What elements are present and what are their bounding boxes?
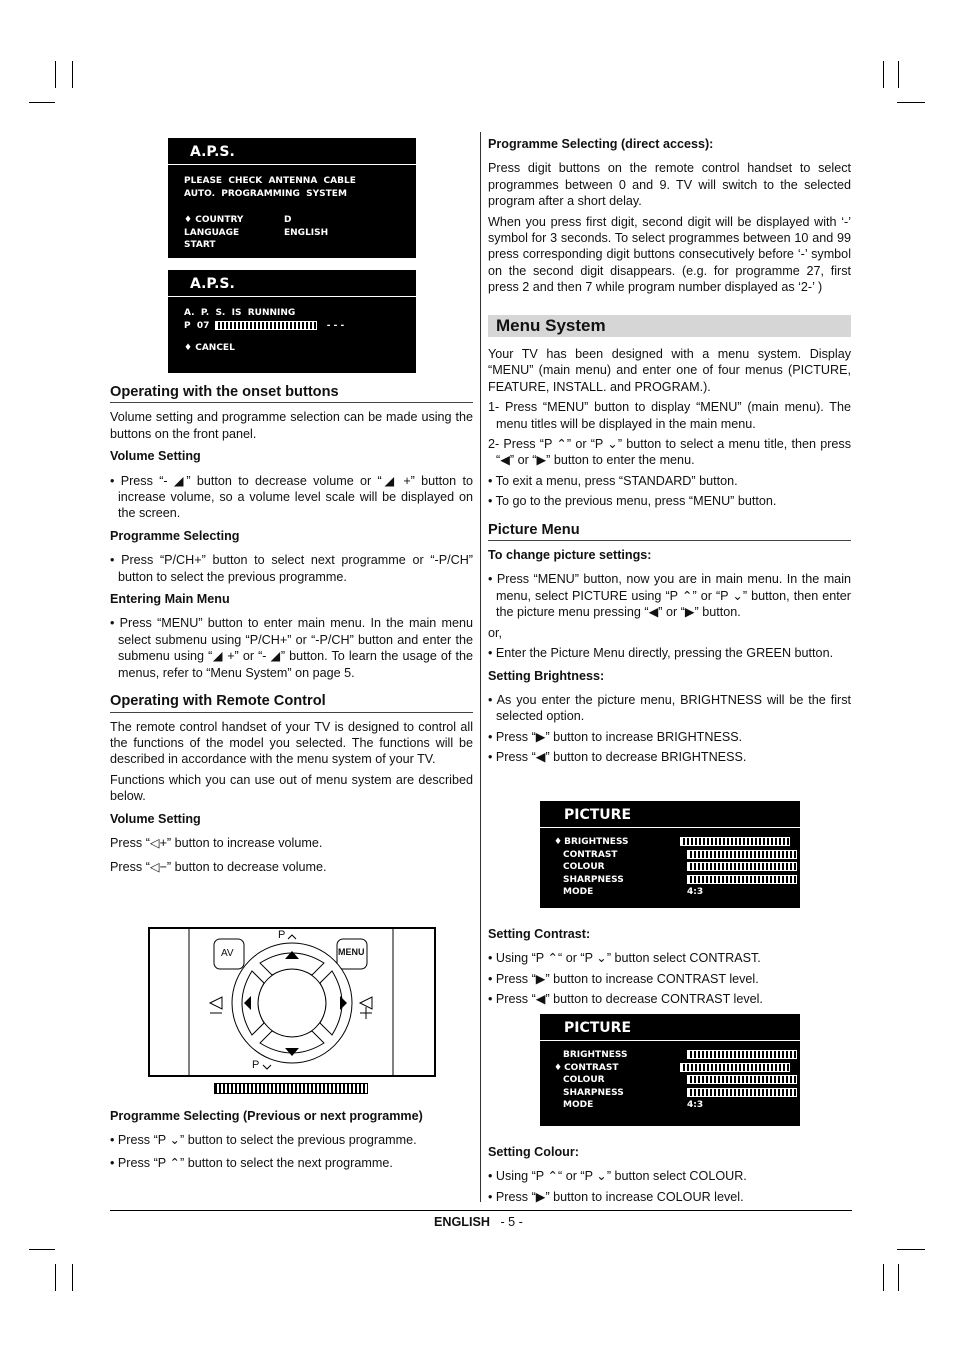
osd-item: COLOUR [563,862,605,872]
right-column-top [488,130,851,300]
menu-button[interactable]: MENU [338,947,365,957]
subheading: Setting Colour: [488,1145,579,1159]
section-heading: Operating with the onset buttons [110,384,473,403]
subheading: Volume Setting [110,449,201,464]
crop-mark [883,61,884,88]
bullet: • Press “▶” button to increase CONTRAST level. [488,971,759,986]
osd-label: START [184,240,216,250]
level-bar [680,1063,790,1072]
column-divider [480,132,481,1202]
level-bar [687,862,797,871]
numbered-item: 1- Press “MENU” button to display “MENU” (main menu). The menu titles will be displayed in the main menu. [488,400,851,431]
osd-item: BRIGHTNESS [563,1050,628,1060]
paragraph: When you press first digit, second digit will be displayed with ‘-’ symbol for 3 seconds. To select programmes between 10 and 99 press corresponding digit buttons consecutively before ‘-’ symbol on the second digit disappears. (e.g. for programme 27, first press 2 and then 7 while program number displayed as ‘2-’ ) [488,214,851,295]
remote-control-illustration [148,927,436,1077]
left-column [110,384,473,880]
section-heading: Operating with Remote Control [110,693,473,712]
level-bar [687,1088,797,1097]
osd-value: ENGLISH [284,227,329,238]
osd-item: CONTRAST [564,1062,619,1073]
osd-mode-value: 4:3 [687,1100,704,1110]
bullet: • Press “P/CH+” button to select next programme or “-P/CH” button to select the previous programme. [110,553,473,584]
contrast-section [488,920,851,1012]
bullet: • Press “P ⌄” button to select the previous programme. [110,1133,417,1148]
av-button[interactable]: AV [221,948,234,959]
level-bar [687,1075,797,1084]
osd-label: LANGUAGE [184,227,240,238]
p-up-label: P [278,929,286,941]
crop-mark [898,1264,899,1291]
menu-system-title: Menu System [496,316,606,335]
osd-line: AUTO. PROGRAMMING SYSTEM [184,188,347,199]
paragraph: Press digit buttons on the remote control handset to select programmes between 0 and 9. TV will switch to the selected program after a short delay. [488,161,851,209]
footer-rule [110,1210,852,1211]
bullet: • Press “P ⌃” button to select the next programme. [110,1155,393,1170]
bullet: • Press “- ◢” button to decrease volume or “◢ +” button to increase volume, so a volume level scale will be displayed on the screen. [110,473,473,521]
aps-running-osd [168,270,416,373]
crop-mark [55,1264,56,1291]
osd-item: CONTRAST [563,849,618,860]
crop-mark [897,1249,925,1250]
colour-section [488,1138,851,1209]
aps-osd-screen [168,138,416,258]
page-number: - 5 - [500,1215,523,1229]
section-heading: Picture Menu [488,522,851,541]
crop-mark [29,102,55,103]
bullet: • Press “▶” button to increase COLOUR level. [488,1189,744,1204]
osd-dashes: - - - [326,320,345,331]
osd-cancel: CANCEL [195,343,235,353]
bullet: • Press “◀” button to decrease BRIGHTNESS. [488,750,747,765]
osd-title: A.P.S. [168,138,416,165]
progress-bar [215,321,317,330]
volume-scale-bar [214,1083,368,1094]
selector-icon: ♦ [554,1062,563,1073]
bullet: • Press “MENU” button to enter main menu. In the main menu select submenu using “P/CH+” or “-P/CH” button and enter the submenu using “◢ +” or “- ◢” button. To learn the usage of the menus, refer to “Menu System” on page 5. [110,616,473,680]
osd-item: SHARPNESS [563,874,624,885]
crop-mark [883,1264,884,1291]
osd-item: MODE [563,887,594,897]
osd-label: COUNTRY [195,215,244,225]
footer [434,1215,523,1229]
picture-osd-contrast [540,1014,800,1126]
level-bar [687,875,797,884]
paragraph: Functions which you can use out of menu system are described below. [110,772,473,804]
level-bar [680,837,790,846]
paragraph: Your TV has been designed with a menu system. Display “MENU” (main menu) and enter one of four menus (PICTURE, FEATURE, INSTALL. and PROGRAM.). [488,347,851,394]
subheading: Entering Main Menu [110,592,230,607]
osd-item: COLOUR [563,1075,605,1085]
level-bar [687,1050,797,1059]
subheading: Programme Selecting [110,528,240,543]
osd-title: A.P.S. [168,270,416,297]
paragraph: Press “◁−” button to decrease volume. [110,860,327,875]
paragraph: or, [488,625,503,640]
subheading: Setting Contrast: [488,927,591,941]
bullet: • Using “P ⌃“ or “P ⌄” button select COLOUR. [488,1169,747,1184]
bullet: • Press “▶” button to increase BRIGHTNESS. [488,729,743,744]
subheading: To change picture settings: [488,548,652,563]
crop-mark [72,1264,73,1291]
subheading: Programme Selecting (Previous or next programme) [110,1109,423,1123]
bullet: • Press “◀” button to decrease CONTRAST level. [488,992,763,1007]
osd-line: A. P. S. IS RUNNING [184,308,296,318]
selector-icon: ♦ [554,837,563,847]
left-column-bottom [110,1102,473,1175]
paragraph: The remote control handset of your TV is designed to control all the functions of the model you selected. The functions will be described in accordance with the menu system of your TV. [110,719,473,767]
osd-value: D [284,215,292,225]
bullet: • To exit a menu, press “STANDARD” button. [488,473,738,488]
subheading: Volume Setting [110,811,201,826]
bullet: • Using “P ⌃“ or “P ⌄” button select CONTRAST. [488,951,761,966]
osd-item: BRIGHTNESS [564,837,629,847]
osd-item: SHARPNESS [563,1087,624,1098]
p-down-label: P [252,1059,260,1071]
crop-mark [72,61,73,88]
crop-mark [898,61,899,88]
paragraph: Press “◁+” button to increase volume. [110,835,323,850]
bullet: • Press “MENU” button, now you are in main menu. In the main menu, select PICTURE using “P ⌃” or “P ⌄” button, then enter the picture menu pressing “◀” or “▶” button. [488,572,851,620]
level-bar [687,850,797,859]
paragraph: Volume setting and programme selection can be made using the buttons on the front panel. [110,410,473,441]
bullet: • As you enter the picture menu, BRIGHTNESS will be the first selected option. [488,692,851,724]
osd-prog: P 07 [184,320,210,331]
selector-icon: ♦ [184,343,193,353]
osd-item: MODE [563,1100,594,1110]
crop-mark [897,102,925,103]
bullet: • Enter the Picture Menu directly, pressing the GREEN button. [488,646,834,661]
osd-title: PICTURE [540,1014,800,1041]
osd-line: PLEASE CHECK ANTENNA CABLE [184,176,356,186]
subheading: Programme Selecting (direct access): [488,137,714,151]
remote-svg [148,927,436,1077]
osd-mode-value: 4:3 [687,887,704,897]
numbered-item: 2- Press “P ⌃” or “P ⌄” button to select a menu title, then press “◀” or “▶” button to enter the menu. [488,437,851,468]
right-column [488,346,851,770]
selector-icon: ♦ [184,215,193,225]
footer-lang: ENGLISH [434,1215,490,1229]
bullet: • To go to the previous menu, press “MENU” button. [488,494,777,509]
crop-mark [55,61,56,88]
subheading: Setting Brightness: [488,668,605,683]
picture-osd-brightness [540,801,800,908]
crop-mark [29,1249,55,1250]
osd-title: PICTURE [540,801,800,828]
